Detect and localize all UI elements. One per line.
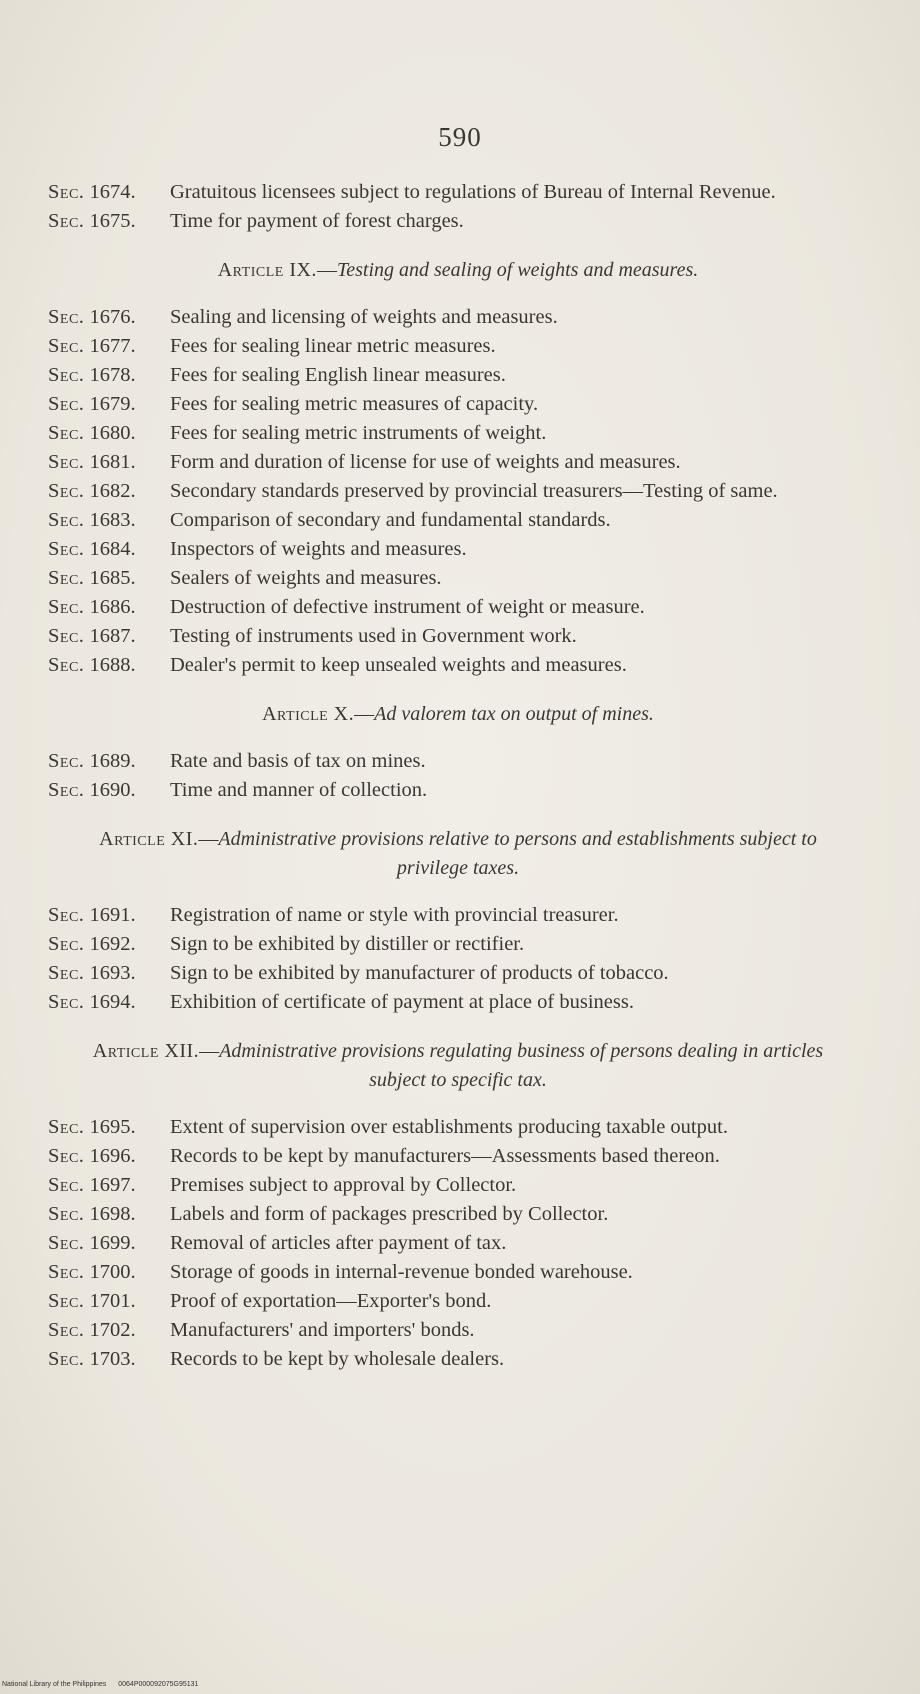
section-number — [48, 593, 170, 622]
section-prefix: Sec. — [48, 596, 85, 618]
section-number — [48, 178, 170, 207]
section-num: 1687. — [89, 625, 136, 647]
section-num: 1680. — [89, 422, 136, 444]
footer-library: National Library of the Philippines — [2, 1681, 107, 1688]
section-prefix: Sec. — [48, 1348, 85, 1370]
section-num: 1676. — [89, 306, 136, 328]
section-num: 1678. — [89, 364, 136, 386]
section-entry — [48, 332, 868, 361]
section-title: Rate and basis of tax on mines. — [170, 750, 426, 772]
section-entry — [48, 506, 868, 535]
section-num: 1699. — [89, 1232, 136, 1254]
section-prefix: Sec. — [48, 393, 85, 415]
section-number — [48, 1113, 170, 1142]
section-title: Labels and form of packages prescribed by Collector. — [170, 1203, 609, 1225]
section-prefix: Sec. — [48, 625, 85, 647]
section-num: 1675. — [89, 210, 136, 232]
section-number — [48, 535, 170, 564]
section-entry — [48, 419, 868, 448]
section-title: Comparison of secondary and fundamental standards. — [170, 509, 611, 531]
section-number — [48, 303, 170, 332]
section-prefix: Sec. — [48, 654, 85, 676]
section-num: 1696. — [89, 1145, 136, 1167]
section-title: Fees for sealing linear metric measures. — [170, 335, 496, 357]
section-prefix: Sec. — [48, 451, 85, 473]
section-num: 1691. — [89, 904, 136, 926]
section-num: 1702. — [89, 1319, 136, 1341]
section-num: 1682. — [89, 480, 136, 502]
article-label: Article XII. — [92, 1040, 200, 1062]
section-num: 1684. — [89, 538, 136, 560]
section-number — [48, 622, 170, 651]
section-number — [48, 1142, 170, 1171]
article-heading — [88, 700, 828, 729]
section-prefix: Sec. — [48, 181, 85, 203]
section-entry — [48, 930, 868, 959]
section-entry — [48, 1200, 868, 1229]
section-title: Premises subject to approval by Collector. — [170, 1174, 517, 1196]
section-title: Exhibition of certificate of payment at place of business. — [170, 991, 634, 1013]
section-num: 1697. — [89, 1174, 136, 1196]
section-prefix: Sec. — [48, 422, 85, 444]
section-num: 1692. — [89, 933, 136, 955]
section-entry — [48, 390, 868, 419]
section-num: 1689. — [89, 750, 136, 772]
section-entry — [48, 988, 868, 1017]
section-entry — [48, 361, 868, 390]
section-entry — [48, 776, 868, 805]
section-entry — [48, 651, 868, 680]
section-title: Inspectors of weights and measures. — [170, 538, 467, 560]
footer-code: 0064P000092075G95131 — [118, 1681, 199, 1688]
section-prefix: Sec. — [48, 991, 85, 1013]
section-title: Storage of goods in internal-revenue bonded warehouse. — [170, 1261, 633, 1283]
section-title: Registration of name or style with provincial treasurer. — [170, 904, 619, 926]
section-prefix: Sec. — [48, 779, 85, 801]
section-prefix: Sec. — [48, 750, 85, 772]
article-label: Article X. — [262, 703, 355, 725]
section-prefix: Sec. — [48, 1261, 85, 1283]
section-title: Fees for sealing metric instruments of weight. — [170, 422, 547, 444]
section-entry — [48, 1171, 868, 1200]
article-title: Ad valorem tax on output of mines. — [374, 703, 654, 725]
section-number — [48, 1200, 170, 1229]
section-number — [48, 390, 170, 419]
section-num: 1686. — [89, 596, 136, 618]
section-number — [48, 930, 170, 959]
section-title: Testing of instruments used in Government work. — [170, 625, 577, 647]
section-title: Records to be kept by wholesale dealers. — [170, 1348, 505, 1370]
section-title: Secondary standards preserved by provincial treasurers—Testing of same. — [170, 480, 778, 502]
section-entry — [48, 477, 868, 506]
section-title: Destruction of defective instrument of weight or measure. — [170, 596, 645, 618]
section-entry — [48, 901, 868, 930]
section-title: Fees for sealing metric measures of capacity. — [170, 393, 539, 415]
section-number — [48, 477, 170, 506]
section-title: Sealing and licensing of weights and measures. — [170, 306, 558, 328]
section-number — [48, 1345, 170, 1374]
section-number — [48, 361, 170, 390]
section-prefix: Sec. — [48, 962, 85, 984]
section-num: 1695. — [89, 1116, 136, 1138]
section-number — [48, 1316, 170, 1345]
section-entry — [48, 1142, 868, 1171]
section-num: 1690. — [89, 779, 136, 801]
section-title: Sign to be exhibited by distiller or rectifier. — [170, 933, 525, 955]
section-prefix: Sec. — [48, 904, 85, 926]
section-prefix: Sec. — [48, 1174, 85, 1196]
section-entry — [48, 1287, 868, 1316]
section-num: 1698. — [89, 1203, 136, 1225]
section-prefix: Sec. — [48, 1319, 85, 1341]
article-heading — [88, 1037, 828, 1095]
section-number — [48, 419, 170, 448]
section-num: 1701. — [89, 1290, 136, 1312]
section-list — [48, 178, 868, 1374]
article-heading — [88, 256, 828, 285]
section-title: Sign to be exhibited by manufacturer of products of tobacco. — [170, 962, 669, 984]
article-dash: — — [354, 703, 375, 725]
section-number — [48, 506, 170, 535]
section-title: Fees for sealing English linear measures. — [170, 364, 506, 386]
section-prefix: Sec. — [48, 1116, 85, 1138]
section-prefix: Sec. — [48, 306, 85, 328]
section-prefix: Sec. — [48, 210, 85, 232]
section-num: 1693. — [89, 962, 136, 984]
section-number — [48, 959, 170, 988]
section-prefix: Sec. — [48, 364, 85, 386]
section-number — [48, 1258, 170, 1287]
section-number — [48, 747, 170, 776]
section-number — [48, 651, 170, 680]
section-num: 1681. — [89, 451, 136, 473]
article-title: Testing and sealing of weights and measures. — [336, 259, 699, 281]
section-entry — [48, 1316, 868, 1345]
section-entry — [48, 448, 868, 477]
section-title: Dealer's permit to keep unsealed weights and measures. — [170, 654, 627, 676]
section-number — [48, 901, 170, 930]
section-num: 1679. — [89, 393, 136, 415]
section-num: 1688. — [89, 654, 136, 676]
section-title: Records to be kept by manufacturers—Assessments based thereon. — [170, 1145, 720, 1167]
section-title: Extent of supervision over establishments producing taxable output. — [170, 1116, 728, 1138]
section-entry — [48, 1258, 868, 1287]
section-num: 1685. — [89, 567, 136, 589]
section-entry — [48, 207, 868, 236]
section-prefix: Sec. — [48, 1232, 85, 1254]
section-title: Proof of exportation—Exporter's bond. — [170, 1290, 492, 1312]
article-dash: — — [198, 828, 219, 850]
section-prefix: Sec. — [48, 509, 85, 531]
article-dash: — — [199, 1040, 220, 1062]
section-entry — [48, 1229, 868, 1258]
section-entry — [48, 564, 868, 593]
section-entry — [48, 1345, 868, 1374]
section-number — [48, 564, 170, 593]
footer — [2, 1681, 208, 1688]
section-prefix: Sec. — [48, 480, 85, 502]
section-number — [48, 207, 170, 236]
section-entry — [48, 303, 868, 332]
section-num: 1694. — [89, 991, 136, 1013]
page-number: 590 — [438, 122, 482, 152]
section-entry — [48, 622, 868, 651]
section-number — [48, 448, 170, 477]
section-title: Form and duration of license for use of weights and measures. — [170, 451, 681, 473]
section-prefix: Sec. — [48, 335, 85, 357]
section-entry — [48, 535, 868, 564]
section-prefix: Sec. — [48, 567, 85, 589]
section-entry — [48, 1113, 868, 1142]
section-num: 1677. — [89, 335, 136, 357]
section-title: Time and manner of collection. — [170, 779, 428, 801]
section-title: Time for payment of forest charges. — [170, 210, 464, 232]
section-entry — [48, 959, 868, 988]
article-title: Administrative provisions regulating business of persons dealing in articles subject to specific tax. — [219, 1040, 824, 1091]
article-label: Article IX. — [217, 259, 317, 281]
section-num: 1700. — [89, 1261, 136, 1283]
section-entry — [48, 747, 868, 776]
section-num: 1674. — [89, 181, 136, 203]
section-entry — [48, 593, 868, 622]
section-title: Removal of articles after payment of tax. — [170, 1232, 507, 1254]
section-title: Sealers of weights and measures. — [170, 567, 442, 589]
section-number — [48, 332, 170, 361]
article-title: Administrative provisions relative to persons and establishments subject to privilege taxes. — [218, 828, 817, 879]
article-dash: — — [316, 259, 337, 281]
section-title: Gratuitous licensees subject to regulations of Bureau of Internal Revenue. — [170, 181, 776, 203]
section-prefix: Sec. — [48, 933, 85, 955]
section-number — [48, 988, 170, 1017]
section-number — [48, 776, 170, 805]
section-num: 1703. — [89, 1348, 136, 1370]
section-title: Manufacturers' and importers' bonds. — [170, 1319, 475, 1341]
section-entry — [48, 178, 868, 207]
section-prefix: Sec. — [48, 1290, 85, 1312]
section-prefix: Sec. — [48, 1145, 85, 1167]
section-num: 1683. — [89, 509, 136, 531]
section-prefix: Sec. — [48, 1203, 85, 1225]
section-prefix: Sec. — [48, 538, 85, 560]
section-number — [48, 1229, 170, 1258]
section-number — [48, 1287, 170, 1316]
article-heading — [88, 825, 828, 883]
article-label: Article XI. — [99, 828, 199, 850]
section-number — [48, 1171, 170, 1200]
